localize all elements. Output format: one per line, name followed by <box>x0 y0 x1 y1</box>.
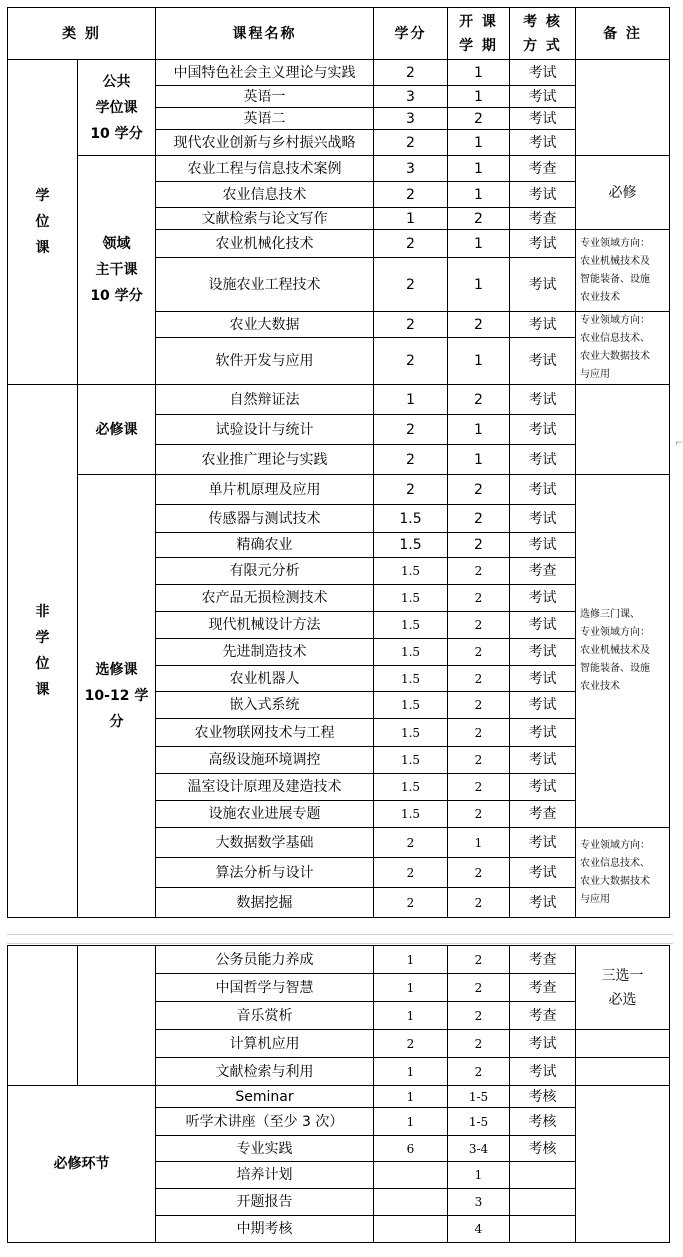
course-credit: 2 <box>374 1030 448 1058</box>
remark-empty <box>576 1086 670 1243</box>
course-name: 农业机器人 <box>156 666 374 692</box>
course-name: 专业实践 <box>156 1136 374 1162</box>
remark-note: 专业领域方向： 农业信息技术、 农业大数据技术 与应用 <box>576 312 670 385</box>
course-exam-method <box>510 1189 576 1216</box>
table-row <box>8 1086 670 1108</box>
course-name: 培养计划 <box>156 1162 374 1189</box>
page-margin-mark: ⌐ <box>675 438 683 449</box>
course-semester: 2 <box>448 801 510 828</box>
course-credit: 1.5 <box>374 639 448 666</box>
course-semester: 2 <box>448 888 510 918</box>
course-credit: 3 <box>374 108 448 130</box>
course-credit: 1.5 <box>374 612 448 639</box>
course-semester: 1 <box>448 828 510 858</box>
course-credit: 1.5 <box>374 533 448 558</box>
course-semester: 1 <box>448 1162 510 1189</box>
course-name: 中国特色社会主义理论与实践 <box>156 60 374 86</box>
course-semester: 3-4 <box>448 1136 510 1162</box>
course-credit: 2 <box>374 312 448 338</box>
course-credit: 1.5 <box>374 666 448 692</box>
course-semester: 2 <box>448 1058 510 1086</box>
group-empty <box>78 946 156 1086</box>
remark-empty <box>576 1030 670 1058</box>
course-name: 温室设计原理及建造技术 <box>156 774 374 801</box>
course-exam-method: 考试 <box>510 86 576 108</box>
course-credit: 1.5 <box>374 801 448 828</box>
course-semester: 2 <box>448 208 510 230</box>
course-credit: 2 <box>374 475 448 505</box>
remark-choose-one: 三选一 必选 <box>576 946 670 1030</box>
group-degree-course: 学 位 课 <box>8 60 78 385</box>
course-semester: 2 <box>448 108 510 130</box>
group-elective: 选修课 10-12 学 分 <box>78 475 156 918</box>
table-row <box>8 156 670 182</box>
header-row <box>8 8 670 60</box>
course-exam-method: 考查 <box>510 974 576 1002</box>
course-credit: 1.5 <box>374 558 448 585</box>
course-name: 中期考核 <box>156 1216 374 1243</box>
course-semester: 4 <box>448 1216 510 1243</box>
course-exam-method: 考试 <box>510 612 576 639</box>
course-exam-method: 考试 <box>510 130 576 156</box>
course-credit: 2 <box>374 258 448 312</box>
course-exam-method: 考试 <box>510 108 576 130</box>
course-exam-method: 考核 <box>510 1136 576 1162</box>
course-credit: 1.5 <box>374 692 448 719</box>
course-credit: 1 <box>374 1086 448 1108</box>
course-credit: 2 <box>374 182 448 208</box>
course-exam-method: 考核 <box>510 1108 576 1136</box>
course-name: 英语二 <box>156 108 374 130</box>
course-name: 传感器与测试技术 <box>156 505 374 533</box>
course-name: 农业大数据 <box>156 312 374 338</box>
course-exam-method: 考试 <box>510 639 576 666</box>
course-exam-method: 考试 <box>510 312 576 338</box>
course-table-secondary <box>7 945 670 1243</box>
course-name: 算法分析与设计 <box>156 858 374 888</box>
course-exam-method <box>510 1216 576 1243</box>
course-exam-method: 考试 <box>510 533 576 558</box>
remark-empty <box>576 1058 670 1086</box>
course-credit <box>374 1189 448 1216</box>
course-exam-method: 考核 <box>510 1086 576 1108</box>
course-semester: 2 <box>448 946 510 974</box>
remark-empty <box>576 60 670 156</box>
course-semester: 2 <box>448 1002 510 1030</box>
course-name: 中国哲学与智慧 <box>156 974 374 1002</box>
course-exam-method: 考试 <box>510 828 576 858</box>
course-exam-method: 考试 <box>510 747 576 774</box>
course-name: 文献检索与论文写作 <box>156 208 374 230</box>
course-name: 软件开发与应用 <box>156 338 374 385</box>
course-exam-method: 考试 <box>510 692 576 719</box>
course-name: 公务员能力养成 <box>156 946 374 974</box>
course-exam-method: 考查 <box>510 208 576 230</box>
header-exam-method: 考 核 方 式 <box>510 8 576 60</box>
course-semester: 2 <box>448 1030 510 1058</box>
course-semester: 1 <box>448 230 510 258</box>
course-name: 单片机原理及应用 <box>156 475 374 505</box>
course-semester: 1 <box>448 338 510 385</box>
course-credit: 1 <box>374 1002 448 1030</box>
course-semester: 2 <box>448 612 510 639</box>
course-exam-method: 考查 <box>510 1002 576 1030</box>
course-name: 农业推广理论与实践 <box>156 445 374 475</box>
group-non-degree-course: 非 学 位 课 <box>8 385 78 918</box>
course-exam-method: 考试 <box>510 182 576 208</box>
course-exam-method: 考查 <box>510 558 576 585</box>
course-exam-method: 考试 <box>510 666 576 692</box>
course-name: 大数据数学基础 <box>156 828 374 858</box>
table-row <box>8 60 670 86</box>
course-name: 数据挖掘 <box>156 888 374 918</box>
header-course-name: 课程名称 <box>156 8 374 60</box>
course-name: 农业机械化技术 <box>156 230 374 258</box>
course-name: 农业物联网技术与工程 <box>156 719 374 747</box>
course-name: 现代机械设计方法 <box>156 612 374 639</box>
group-empty <box>8 946 78 1086</box>
course-exam-method: 考试 <box>510 719 576 747</box>
course-exam-method: 考试 <box>510 1058 576 1086</box>
course-name: 农业工程与信息技术案例 <box>156 156 374 182</box>
course-semester: 2 <box>448 312 510 338</box>
course-name: 听学术讲座（至少 3 次） <box>156 1108 374 1136</box>
course-semester: 2 <box>448 585 510 612</box>
course-credit <box>374 1162 448 1189</box>
course-semester: 1 <box>448 86 510 108</box>
group-domain-main: 领域 主干课 10 学分 <box>78 156 156 385</box>
course-credit: 1.5 <box>374 747 448 774</box>
course-credit: 1.5 <box>374 505 448 533</box>
course-exam-method: 考试 <box>510 230 576 258</box>
course-semester: 1-5 <box>448 1108 510 1136</box>
remark-required: 必修 <box>576 156 670 230</box>
course-credit: 1 <box>374 385 448 415</box>
course-semester: 2 <box>448 533 510 558</box>
course-exam-method: 考查 <box>510 156 576 182</box>
course-exam-method: 考查 <box>510 801 576 828</box>
table-row <box>8 946 670 974</box>
course-credit: 2 <box>374 60 448 86</box>
course-credit: 2 <box>374 130 448 156</box>
course-semester: 2 <box>448 639 510 666</box>
course-credit: 1.5 <box>374 774 448 801</box>
section-divider <box>7 934 673 935</box>
course-semester: 2 <box>448 692 510 719</box>
remark-note: 专业领域方向： 农业信息技术、 农业大数据技术 与应用 <box>576 828 670 918</box>
course-table-main <box>7 7 670 918</box>
course-credit <box>374 1216 448 1243</box>
course-name: 精确农业 <box>156 533 374 558</box>
course-credit: 2 <box>374 445 448 475</box>
course-name: 音乐赏析 <box>156 1002 374 1030</box>
course-semester: 2 <box>448 858 510 888</box>
course-name: 试验设计与统计 <box>156 415 374 445</box>
course-exam-method: 考试 <box>510 60 576 86</box>
course-exam-method <box>510 1162 576 1189</box>
course-semester: 2 <box>448 558 510 585</box>
course-credit: 1 <box>374 946 448 974</box>
course-semester: 3 <box>448 1189 510 1216</box>
course-exam-method: 考试 <box>510 475 576 505</box>
remark-empty <box>576 385 670 475</box>
course-semester: 2 <box>448 747 510 774</box>
course-credit: 2 <box>374 888 448 918</box>
group-public-degree: 公共 学位课 10 学分 <box>78 60 156 156</box>
header-credit: 学分 <box>374 8 448 60</box>
course-semester: 1 <box>448 415 510 445</box>
course-semester: 2 <box>448 974 510 1002</box>
course-credit: 3 <box>374 86 448 108</box>
course-name: 先进制造技术 <box>156 639 374 666</box>
group-required: 必修课 <box>78 385 156 475</box>
table-row <box>8 385 670 415</box>
course-credit: 1.5 <box>374 719 448 747</box>
course-semester: 2 <box>448 385 510 415</box>
group-required-link: 必修环节 <box>8 1086 156 1243</box>
remark-note: 选修三门课、 专业领域方向： 农业机械技术及 智能装备、设施 农业技术 <box>576 475 670 828</box>
course-semester: 2 <box>448 666 510 692</box>
header-semester: 开 课 学 期 <box>448 8 510 60</box>
course-name: 农产品无损检测技术 <box>156 585 374 612</box>
course-exam-method: 考试 <box>510 888 576 918</box>
course-name: 英语一 <box>156 86 374 108</box>
course-semester: 1 <box>448 156 510 182</box>
course-credit: 2 <box>374 828 448 858</box>
course-credit: 2 <box>374 415 448 445</box>
course-exam-method: 考试 <box>510 385 576 415</box>
course-name: 计算机应用 <box>156 1030 374 1058</box>
course-name: 嵌入式系统 <box>156 692 374 719</box>
course-semester: 1-5 <box>448 1086 510 1108</box>
course-name: 高级设施环境调控 <box>156 747 374 774</box>
course-name: 设施农业工程技术 <box>156 258 374 312</box>
course-name: 设施农业进展专题 <box>156 801 374 828</box>
table-row <box>8 475 670 505</box>
course-credit: 1 <box>374 208 448 230</box>
course-name: 开题报告 <box>156 1189 374 1216</box>
course-name: 现代农业创新与乡村振兴战略 <box>156 130 374 156</box>
course-credit: 3 <box>374 156 448 182</box>
course-exam-method: 考试 <box>510 858 576 888</box>
course-exam-method: 考试 <box>510 1030 576 1058</box>
course-name: 有限元分析 <box>156 558 374 585</box>
header-category: 类 别 <box>8 8 156 60</box>
course-credit: 2 <box>374 338 448 385</box>
course-semester: 2 <box>448 475 510 505</box>
course-semester: 1 <box>448 258 510 312</box>
course-credit: 1 <box>374 1108 448 1136</box>
course-name: 文献检索与利用 <box>156 1058 374 1086</box>
remark-note: 专业领域方向： 农业机械技术及 智能装备、设施 农业技术 <box>576 230 670 312</box>
course-exam-method: 考试 <box>510 505 576 533</box>
course-name: 农业信息技术 <box>156 182 374 208</box>
course-semester: 2 <box>448 774 510 801</box>
course-credit: 2 <box>374 230 448 258</box>
course-semester: 1 <box>448 130 510 156</box>
course-name: Seminar <box>156 1086 374 1108</box>
course-semester: 1 <box>448 60 510 86</box>
course-credit: 1 <box>374 974 448 1002</box>
course-semester: 2 <box>448 719 510 747</box>
course-credit: 2 <box>374 858 448 888</box>
course-credit: 1.5 <box>374 585 448 612</box>
course-credit: 6 <box>374 1136 448 1162</box>
course-exam-method: 考试 <box>510 445 576 475</box>
header-remark: 备 注 <box>576 8 670 60</box>
course-name: 自然辩证法 <box>156 385 374 415</box>
course-exam-method: 考试 <box>510 585 576 612</box>
course-semester: 1 <box>448 445 510 475</box>
course-exam-method: 考试 <box>510 415 576 445</box>
course-semester: 1 <box>448 182 510 208</box>
course-semester: 2 <box>448 505 510 533</box>
course-exam-method: 考试 <box>510 338 576 385</box>
section-divider <box>7 943 673 944</box>
course-credit: 1 <box>374 1058 448 1086</box>
course-exam-method: 考查 <box>510 946 576 974</box>
course-exam-method: 考试 <box>510 774 576 801</box>
course-exam-method: 考试 <box>510 258 576 312</box>
